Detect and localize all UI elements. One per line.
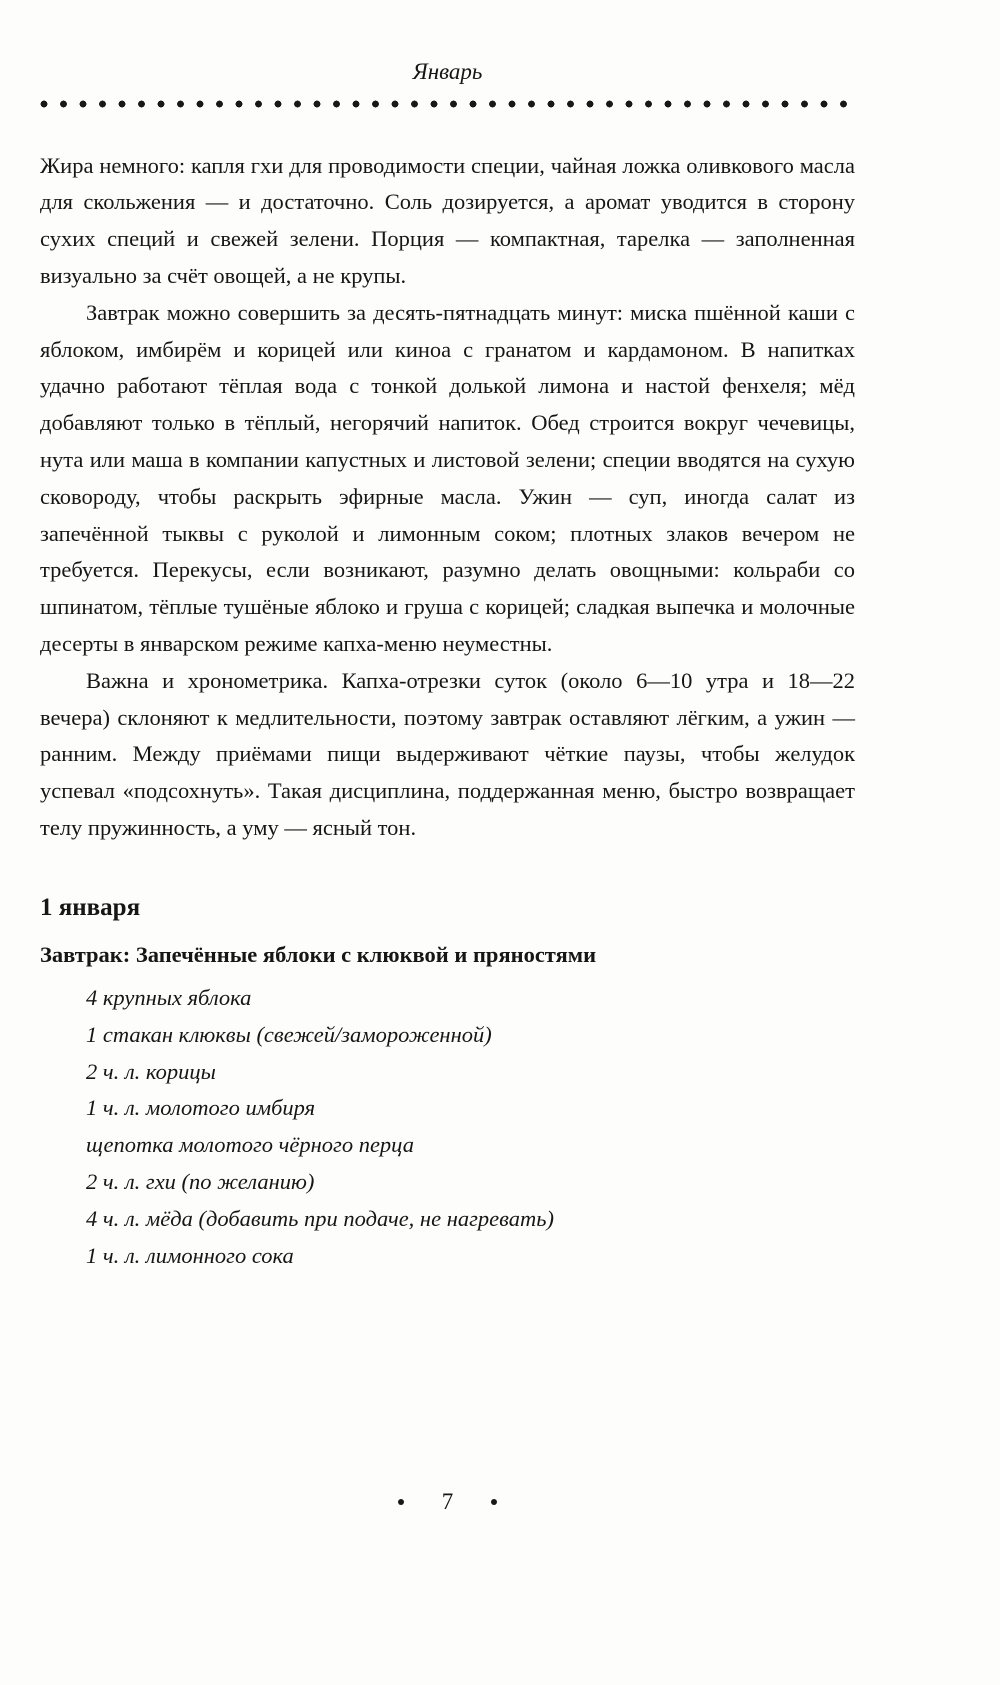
dotted-separator [40, 100, 855, 108]
ingredient-item: 2 ч. л. гхи (по желанию) [86, 1168, 315, 1194]
ingredient-item: щепотка молотого чёрного перца [86, 1132, 414, 1158]
ingredient-item: 1 ч. л. лимонного сока [86, 1242, 294, 1268]
paragraph: Жира немного: капля гхи для проводимости специи, чайная ложка оливкового масла для скольжения — и достаточно. Соль дозируется, а аромат уводится в сторону сухих специй и свежей зелени. Порция — компактная, тарелка — заполненная визуально за счёт овощей, а не крупы. [40, 152, 855, 288]
section-heading: 1 января [40, 893, 141, 921]
recipe-heading: Завтрак: Запечённые яблоки с клюквой и пряностями [40, 941, 597, 967]
page-number: 7 [441, 1489, 454, 1514]
ingredient-item: 4 крупных яблока [86, 984, 252, 1010]
footer-dot-icon [491, 1499, 497, 1505]
ingredient-item: 1 ч. л. молотого имбиря [86, 1095, 316, 1121]
ingredients-list [40, 980, 855, 1274]
ingredient-item: 1 стакан клюквы (свежей/замороженной) [86, 1021, 492, 1047]
page-footer [40, 1489, 855, 1515]
paragraph: Важна и хронометрика. Капха-отрезки суток (около 6—10 утра и 18—22 вечера) склоняют к медлительности, поэтому завтрак оставляют лёгким, а ужин — ранним. Между приёмами пищи выдерживают чёткие паузы, чтобы желудок успевал «подсохнуть». Такая дисциплина, поддержанная меню, быстро возвращает телу пружинность, а уму — ясный тон. [40, 667, 855, 840]
ingredient-item: 4 ч. л. мёда (добавить при подаче, не нагревать) [86, 1205, 554, 1231]
paragraph: Завтрак можно совершить за десять-пятнадцать минут: миска пшённой каши с яблоком, имбирём и корицей или киноа с гранатом и кардамоном. В напитках удачно работают тёплая вода с тонкой долькой лимона и настой фенхеля; мёд добавляют только в тёплый, негорячий напиток. Обед строится вокруг чечевицы, нута или маша в компании капустных и листовой зелени; специи вводятся на сухую сковороду, чтобы раскрыть эфирные масла. Ужин — суп, иногда салат из запечённой тыквы с руколой и лимонным соком; плотных злаков вечером не требуется. Перекусы, если возникают, разумно делать овощными: кольраби со шпинатом, тёплые тушёные яблоко и груша с корицей; сладкая выпечка и молочные десерты в январском режиме капха-меню неуместны. [40, 299, 855, 656]
footer-dot-icon [398, 1499, 404, 1505]
body-text [40, 148, 855, 847]
ingredient-item: 2 ч. л. корицы [86, 1058, 216, 1084]
running-header: Январь [412, 59, 483, 84]
